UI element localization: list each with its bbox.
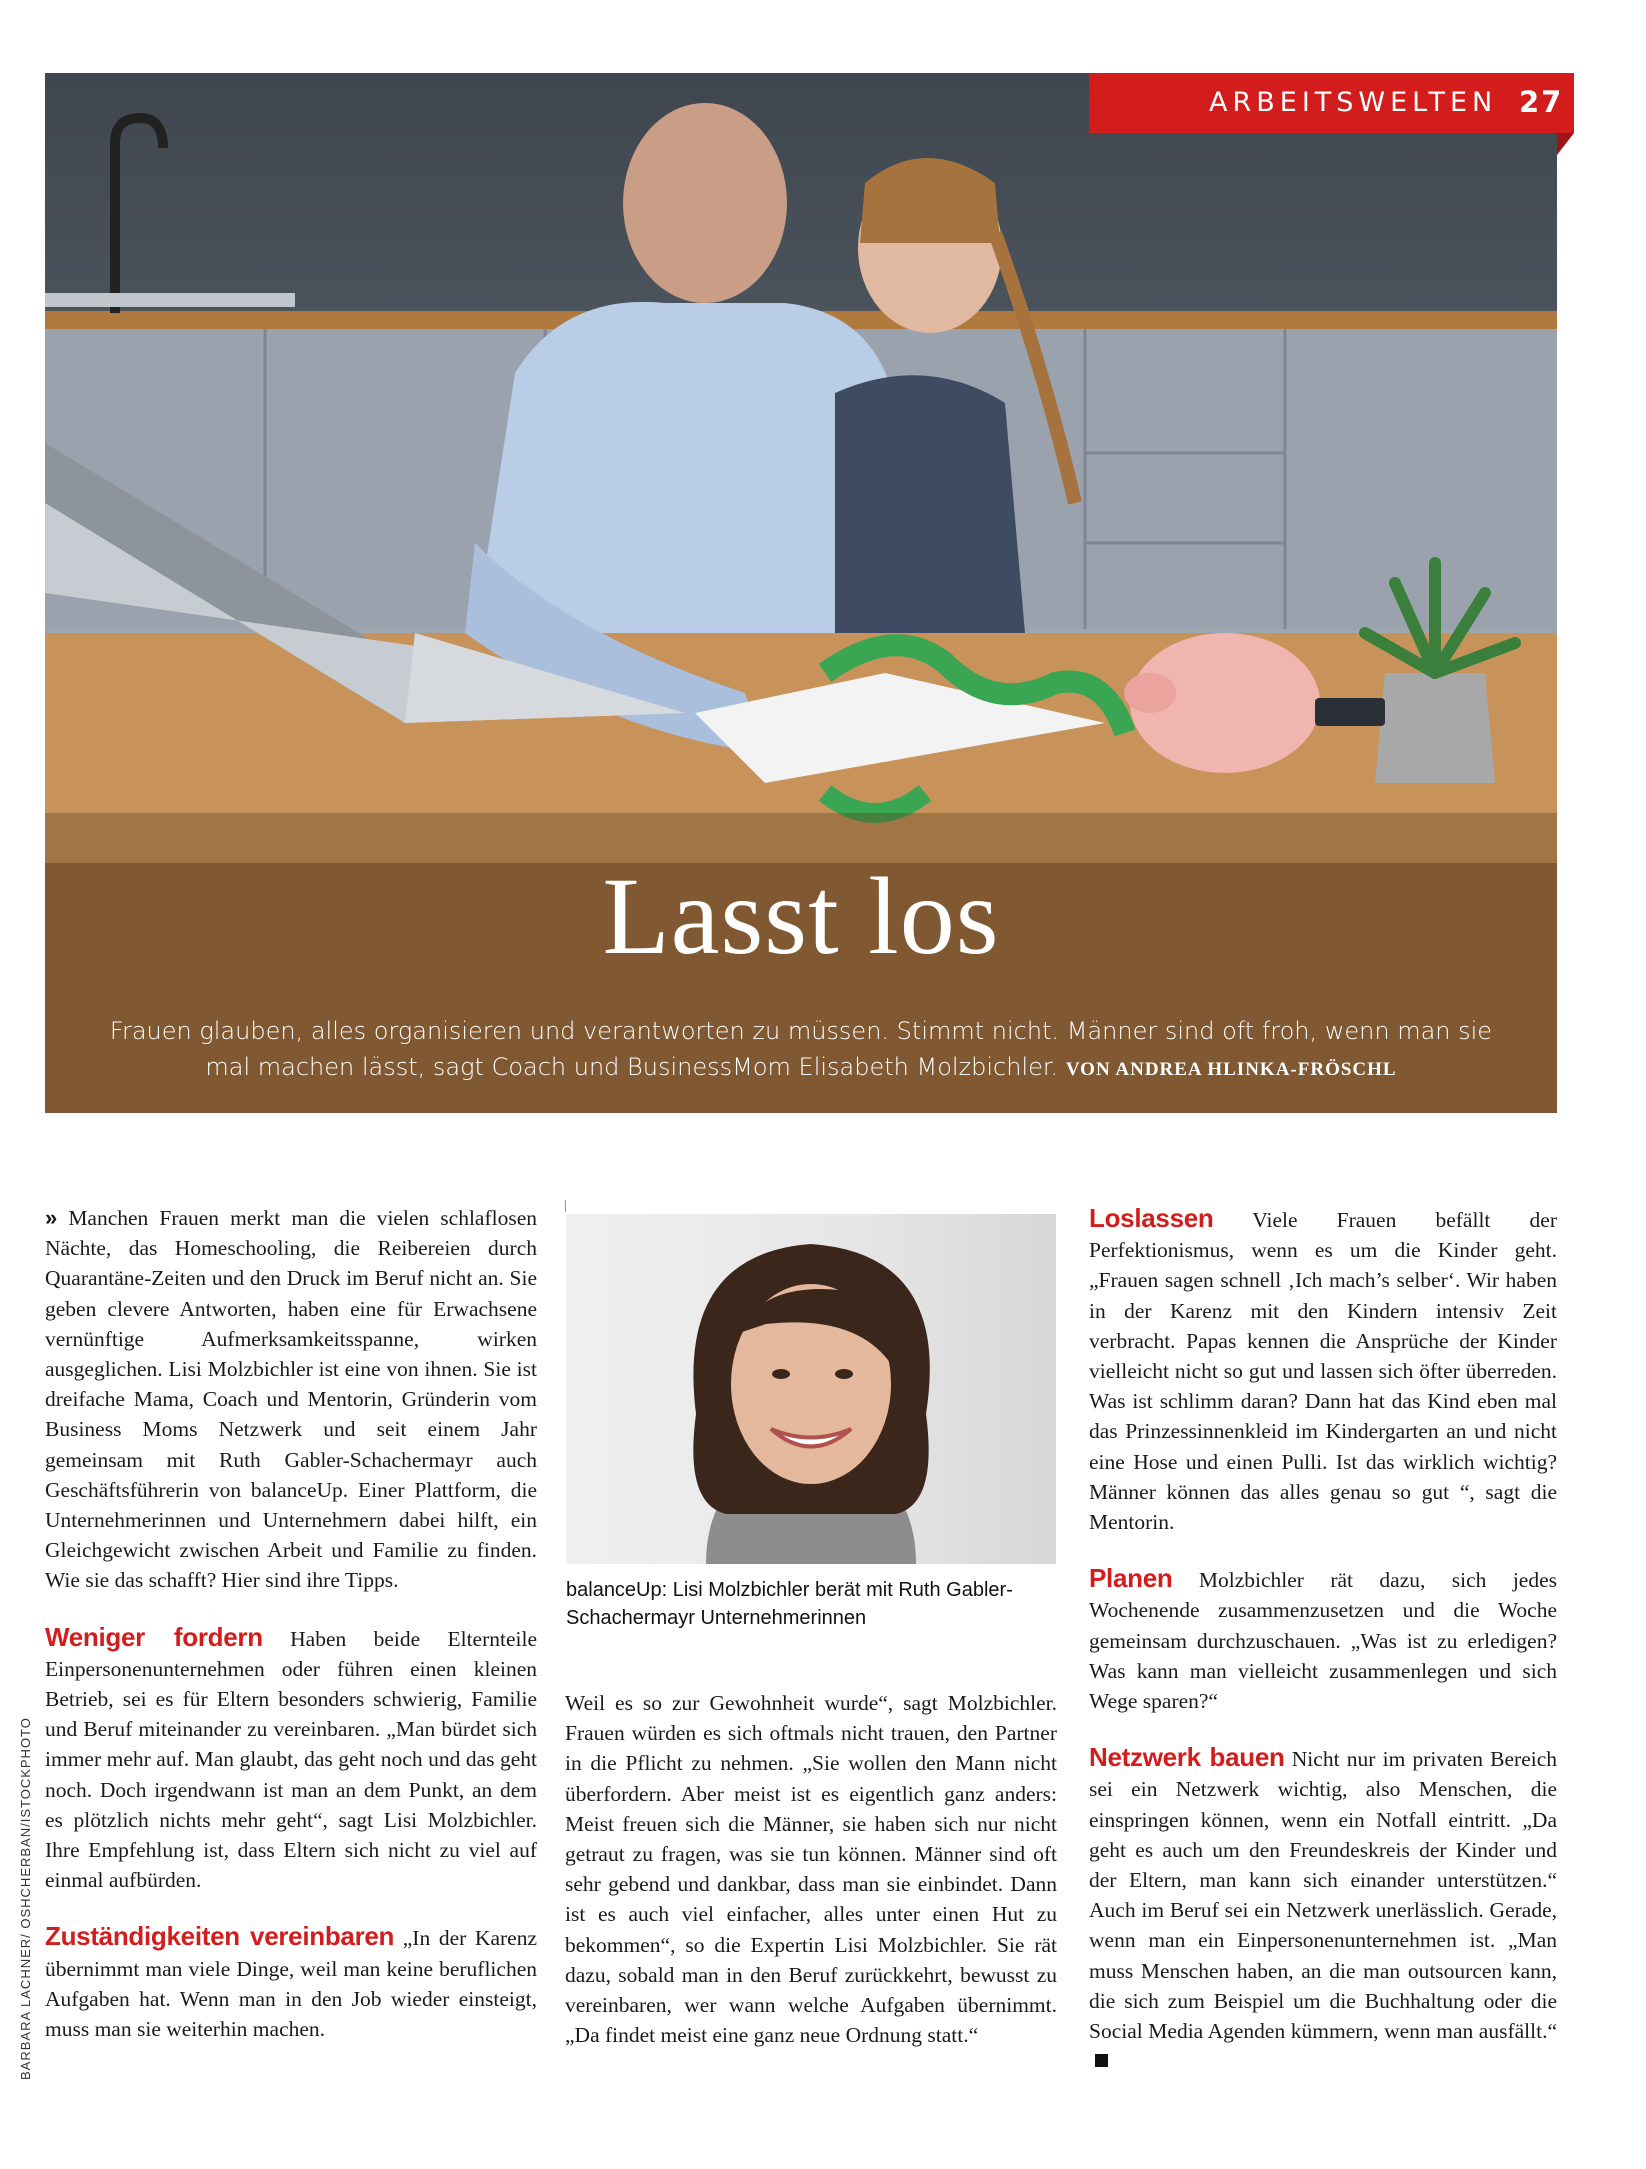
section-heading: Planen — [1089, 1563, 1173, 1594]
portrait-photo — [566, 1214, 1056, 1564]
section-text: Molzbichler rät dazu, sich jedes Wochenende zusammenzusetzen und die Woche gemeinsam durchzuschauen. „Was ist zu erledigen? Was kann man vielleicht zusammenlegen und sich Wege sparen?“ — [1089, 1568, 1557, 1714]
section-heading: Netzwerk bauen — [1089, 1742, 1285, 1773]
quote-mark: » — [45, 1205, 58, 1230]
section-tab — [1089, 73, 1574, 133]
article-column-2 — [565, 1688, 1057, 2050]
portrait-caption: balanceUp: Lisi Molzbichler berät mit Ruth Gabler-Schachermayr Unternehmerinnen — [566, 1579, 1013, 1629]
section-heading: Zuständigkeiten vereinbaren — [45, 1921, 395, 1952]
section-weniger-fordern — [45, 1622, 537, 1896]
standfirst-text: Frauen glauben, alles organisieren und verantworten zu müssen. Stimmt nicht. Männer sind oft froh, wenn man sie mal machen lässt, sagt Coach und BusinessMom Elisabeth Molzbichler. — [109, 1017, 1493, 1081]
column-rule — [565, 1200, 566, 1212]
section-netzwerk-bauen — [1089, 1742, 1557, 2076]
section-label: ARBEITSWELTEN — [1209, 87, 1498, 118]
intro-text: Manchen Frauen merkt man die vielen schlaflosen Nächte, das Homeschooling, die Reibereien durch Quarantäne-Zeiten und den Druck im Beruf nicht an. Sie geben clevere Antworten, haben eine für Erwachsene vernünftige Aufmerksamkeitsspanne, wirken ausgeglichen. Lisi Molzbichler ist eine von ihnen. Sie ist dreifache Mama, Coach und Mentorin, Gründerin vom Business Moms Netzwerk und seit einem Jahr gemeinsam mit Ruth Gabler-Schachermayr auch Geschäftsführerin von balanceUp. Einer Plattform, die Unternehmerinnen und Unternehmern dabei hilft, ein Gleichgewicht zwischen Arbeit und Familie zu finden. Wie sie das schafft? Hier sind ihre Tipps. — [45, 1206, 538, 1593]
article-column-3 — [1089, 1203, 1557, 2076]
section-text: „In der Karenz übernimmt man viele Dinge, weil man keine beruflichen Aufgaben hat. Wenn man in den Job wieder einsteigt, muss man sie weiterhin machen. — [45, 1926, 537, 2042]
hero-photo — [45, 73, 1557, 1113]
photo-credit: BARBARA LACHNER/ OSHCHERBAN/ISTOCKPHOTO — [18, 1717, 33, 2080]
portrait-illustration — [566, 1214, 1056, 1564]
article-column-1 — [45, 1203, 537, 2044]
section-heading: Weniger fordern — [45, 1621, 263, 1652]
continued-paragraph: Weil es so zur Gewohnheit wurde“, sagt Molzbichler. Frauen würden es sich oftmals nicht trauen, den Partner in die Pflicht zu nehmen. „Sie wollen den Mann nicht überfordern. Aber meist ist es eigentlich ganz anders: Meist freuen sich die Männer, sie haben sich nur nicht getraut zu fragen, was sie tun können. Männer sind oft sehr gebend und dankbar, dass man sie einbindet. Dann ist es auch viel einfacher, alles unter einen Hut zu bekommen“, so die Expertin Lisi Molzbichler. Sie rät dazu, sobald man in den Beruf zurückkehrt, bewusst zu vereinbaren, wer wann welche Aufgaben übernimmt. „Da findet meist eine ganz neue Ordnung statt.“ — [565, 1691, 1057, 2048]
section-zustaendigkeiten — [45, 1921, 537, 2044]
section-text: Haben beide Elternteile Einpersonenunternehmen oder führen einen kleinen Betrieb, sei es für Eltern besonders schwierig, Familie und Beruf miteinander zu vereinbaren. „Man bürdet sich immer mehr auf. Man glaubt, das geht noch und das geht noch. Doch irgendwann ist man an dem Punkt, an dem es plötzlich nichts mehr geht“, sagt Lisi Molzbichler. Ihre Empfehlung ist, dass Eltern sich nicht zu viel auf einmal aufbürden. — [45, 1626, 537, 1893]
intro-paragraph — [45, 1203, 537, 1596]
tab-fold — [1557, 133, 1574, 155]
headline: Lasst los — [602, 855, 1000, 977]
standfirst — [105, 1013, 1497, 1088]
section-planen — [1089, 1563, 1557, 1716]
section-loslassen — [1089, 1203, 1557, 1537]
end-mark — [1095, 2054, 1108, 2067]
section-text: Viele Frauen befällt der Perfektionismus, wenn es um die Kinder geht. „Frauen sagen schnell ‚Ich mach’s selber‘. Wir haben in der Karenz mit den Kindern intensiv Zeit verbracht. Papas kennen die Ansprüche der Kinder vielleicht nicht so gut und lassen sich öfter überreden. Was ist schlimm daran? Dann hat das Kind eben mal das Prinzessinnenkleid im Kindergarten an und nicht eine Hose und einen Pulli. Ist das wirklich wichtig? Männer können das alles genau so gut “, sagt die Mentorin. — [1089, 1208, 1557, 1535]
byline: VON ANDREA HLINKA-FRÖSCHL — [1065, 1059, 1397, 1080]
section-text: Nicht nur im privaten Bereich sei ein Netzwerk wichtig, also Menschen, die einspringen können, wenn ein Notfall eintritt. „Da geht es auch um den Freundeskreis der Kinder und der Eltern, man kann sich einander unterstützen.“ Auch im Beruf sei ein Netzwerk unerlässlich. Gerade, wenn man ein Einpersonenunternehmen ist. „Man muss Menschen haben, an die man outsourcen kann, die sich zum Beispiel um die Buchhaltung oder die Social Media Agenden kümmern, wenn man ausfällt.“ — [1089, 1747, 1557, 2044]
section-heading: Loslassen — [1089, 1203, 1214, 1233]
page-number: 27 — [1519, 85, 1564, 119]
